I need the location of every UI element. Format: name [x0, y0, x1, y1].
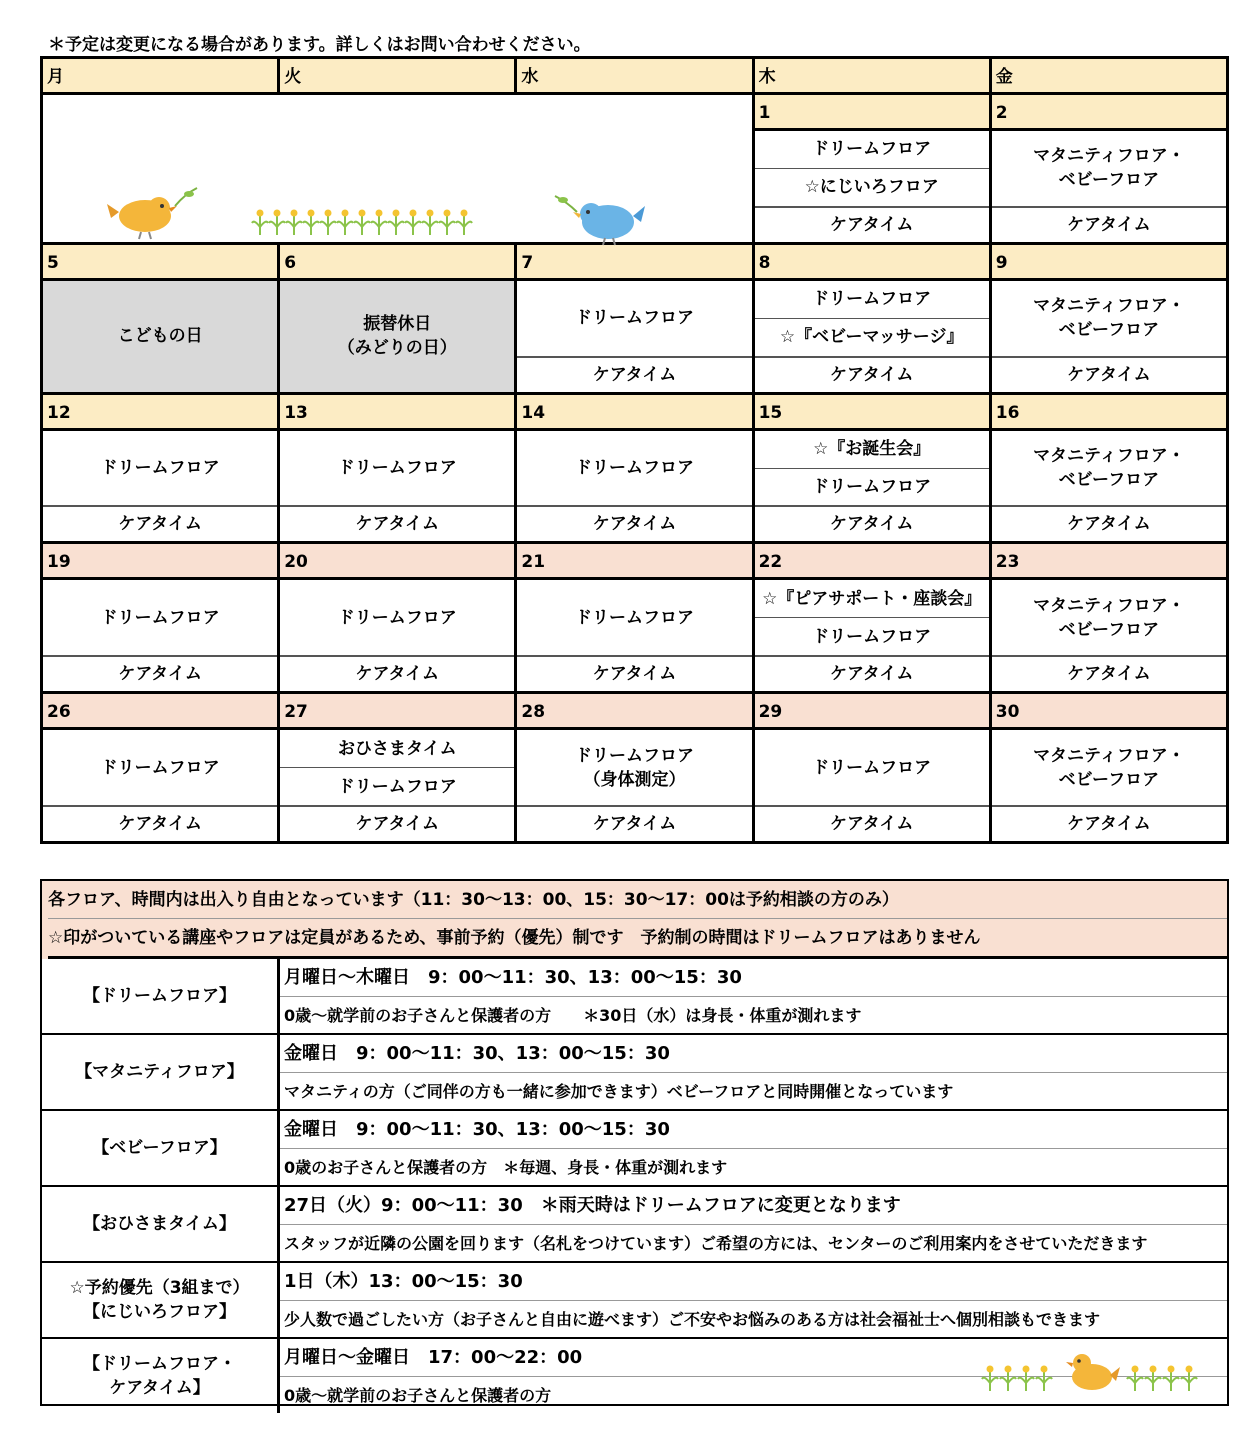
- info-row: [42, 1187, 1227, 1263]
- day-number: 1: [755, 95, 989, 131]
- info-row-schedule: 1日（木）13：00～15：30: [280, 1263, 1227, 1301]
- day-number: 29: [755, 694, 989, 730]
- day-number: 19: [43, 544, 277, 580]
- info-row-detail: 0歳～就学前のお子さんと保護者の方 ＊30日（水）は身長・体重が測れます: [284, 1006, 862, 1025]
- activity-label: マタニティフロア・ ベビーフロア: [992, 580, 1226, 656]
- day-cell: [280, 395, 514, 542]
- care-time-label: ケアタイム: [755, 806, 989, 841]
- day-body: [517, 431, 751, 542]
- care-time-label: ケアタイム: [755, 506, 989, 541]
- info-row-label: 【ドリームフロア・ ケアタイム】: [42, 1339, 280, 1413]
- info-row-detail: 0歳のお子さんと保護者の方 ＊毎週、身長・体重が測れます: [284, 1158, 728, 1177]
- day-number: 28: [517, 694, 751, 730]
- schedule-change-note: ＊予定は変更になる場合があります。詳しくはお問い合わせください。: [48, 35, 591, 55]
- day-cell: [755, 544, 989, 691]
- weekday-header: 水: [517, 59, 751, 92]
- care-time-label: ケアタイム: [517, 656, 751, 691]
- info-row-label: 【おひさまタイム】: [42, 1187, 280, 1261]
- day-cell: [992, 245, 1226, 392]
- day-cell: [517, 544, 751, 691]
- info-row-description: [280, 1187, 1227, 1261]
- activity-label: ドリームフロア: [517, 431, 751, 507]
- day-body: [517, 580, 751, 691]
- day-number: 2: [992, 95, 1226, 131]
- activity-label: ドリームフロア: [755, 281, 989, 319]
- day-body: [755, 431, 989, 542]
- activity-label: ☆『ピアサポート・座談会』: [755, 580, 989, 618]
- day-body: [992, 431, 1226, 542]
- activity-label: ☆にじいろフロア: [755, 169, 989, 207]
- care-time-label: ケアタイム: [517, 806, 751, 841]
- day-cell: [755, 395, 989, 542]
- care-time-label: ケアタイム: [992, 806, 1226, 841]
- info-table: [40, 879, 1229, 1406]
- info-row-label: 【ベビーフロア】: [42, 1111, 280, 1185]
- activity-label: ☆『お誕生会』: [755, 431, 989, 469]
- day-number: 15: [755, 395, 989, 431]
- day-number: 7: [517, 245, 751, 281]
- info-row-schedule: 月曜日～木曜日 9：00～11：30、13：00～15：30: [280, 959, 1227, 997]
- care-time-label: ケアタイム: [992, 506, 1226, 541]
- day-number: 6: [280, 245, 514, 281]
- day-body: [992, 730, 1226, 841]
- weekday-header: 火: [280, 59, 514, 92]
- day-number: 14: [517, 395, 751, 431]
- day-cell: [517, 694, 751, 841]
- day-body: [992, 281, 1226, 392]
- care-time-label: ケアタイム: [992, 656, 1226, 691]
- activity-label: ドリームフロア: [280, 768, 514, 806]
- day-cell: [280, 544, 514, 691]
- activity-label: ☆『ベビーマッサージ』: [755, 319, 989, 357]
- day-body: [755, 730, 989, 841]
- day-cell: [992, 544, 1226, 691]
- day-cell: [755, 245, 989, 392]
- info-row-label: ☆予約優先（3組まで） 【にじいろフロア】: [42, 1263, 280, 1337]
- info-header-line-2: ☆印がついている講座やフロアは定員があるため、事前予約（優先）制です 予約制の時間はドリームフロアはありません: [48, 919, 1227, 959]
- day-cell: [43, 694, 277, 841]
- care-time-label: ケアタイム: [43, 806, 277, 841]
- info-row-description: [280, 1111, 1227, 1185]
- day-number: 12: [43, 395, 277, 431]
- flower-row-icon: [250, 205, 480, 241]
- day-cell: [43, 544, 277, 691]
- care-time-label: ケアタイム: [280, 506, 514, 541]
- day-cell: [992, 95, 1226, 242]
- day-cell: [517, 245, 751, 392]
- activity-label: ドリームフロア: [517, 580, 751, 656]
- activity-label: ドリームフロア: [755, 730, 989, 806]
- day-body: [280, 281, 514, 392]
- day-cell: [43, 245, 277, 392]
- day-number: 13: [280, 395, 514, 431]
- day-cell: [280, 694, 514, 841]
- day-body: [280, 730, 514, 841]
- activity-label: マタニティフロア・ ベビーフロア: [992, 281, 1226, 357]
- care-time-label: ケアタイム: [280, 806, 514, 841]
- info-header: [42, 881, 1227, 959]
- day-cell: [992, 694, 1226, 841]
- info-row: [42, 1111, 1227, 1187]
- activity-label: ドリームフロア: [755, 469, 989, 507]
- care-time-label: ケアタイム: [43, 506, 277, 541]
- day-body: [517, 281, 751, 392]
- day-number: 21: [517, 544, 751, 580]
- day-body: [755, 580, 989, 691]
- care-time-label: ケアタイム: [280, 656, 514, 691]
- day-body: [517, 730, 751, 841]
- weekday-header: 金: [992, 59, 1226, 92]
- day-cell: [992, 395, 1226, 542]
- info-row-description: [280, 1263, 1227, 1337]
- day-number: 26: [43, 694, 277, 730]
- day-number: 22: [755, 544, 989, 580]
- day-cell: [755, 694, 989, 841]
- weekday-header: 月: [43, 59, 277, 92]
- care-time-label: ケアタイム: [517, 506, 751, 541]
- day-body: [43, 730, 277, 841]
- day-body: [280, 431, 514, 542]
- activity-label: ドリームフロア: [43, 431, 277, 507]
- day-cell: [517, 395, 751, 542]
- day-body: [43, 431, 277, 542]
- info-row-schedule: 27日（火）9：00～11：30 ＊雨天時はドリームフロアに変更となります: [280, 1187, 1227, 1225]
- info-row-description: [280, 959, 1227, 1033]
- info-row-detail: スタッフが近隣の公園を回ります（名札をつけています）ご希望の方には、センターのご利用案内をさせていただきます: [284, 1234, 1148, 1253]
- info-row: [42, 1035, 1227, 1111]
- blue-bird-icon: [553, 192, 648, 247]
- day-body: [992, 580, 1226, 691]
- care-time-label: ケアタイム: [43, 656, 277, 691]
- day-cell: [280, 245, 514, 392]
- info-row-schedule: 金曜日 9：00～11：30、13：00～15：30: [280, 1035, 1227, 1073]
- care-time-label: ケアタイム: [755, 207, 989, 242]
- care-time-label: ケアタイム: [992, 207, 1226, 242]
- activity-label: ドリームフロア: [517, 281, 751, 357]
- info-row: [42, 1263, 1227, 1339]
- day-number: 27: [280, 694, 514, 730]
- info-header-line-1: 各フロア、時間内は出入り自由となっています（11：30～13：00、15：30～17：00は予約相談の方のみ）: [48, 881, 1227, 919]
- day-number: 30: [992, 694, 1226, 730]
- day-body: [43, 580, 277, 691]
- day-body: [992, 131, 1226, 242]
- day-number: 23: [992, 544, 1226, 580]
- care-time-label: ケアタイム: [755, 357, 989, 392]
- activity-label: ドリームフロア: [43, 730, 277, 806]
- activity-label: マタニティフロア・ ベビーフロア: [992, 730, 1226, 806]
- activity-label: おひさまタイム: [280, 730, 514, 768]
- info-row-label: 【マタニティフロア】: [42, 1035, 280, 1109]
- bird-and-flowers-icon: [980, 1345, 1205, 1397]
- activity-label: ドリームフロア: [755, 618, 989, 656]
- yellow-bird-icon: [105, 186, 200, 241]
- info-row-label: 【ドリームフロア】: [42, 959, 280, 1033]
- activity-label: ドリームフロア: [43, 580, 277, 656]
- day-number: 8: [755, 245, 989, 281]
- care-time-label: ケアタイム: [517, 357, 751, 392]
- day-number: 16: [992, 395, 1226, 431]
- activity-label: ドリームフロア （身体測定）: [517, 730, 751, 806]
- activity-label: マタニティフロア・ ベビーフロア: [992, 131, 1226, 207]
- info-row-schedule: 月曜日～金曜日 17：00～22：00: [280, 1339, 1227, 1377]
- activity-label: マタニティフロア・ ベビーフロア: [992, 431, 1226, 507]
- info-row-description: [280, 1035, 1227, 1109]
- day-body: [280, 580, 514, 691]
- weekday-header: 木: [755, 59, 989, 92]
- care-time-label: ケアタイム: [992, 357, 1226, 392]
- day-number: 20: [280, 544, 514, 580]
- day-body: [755, 281, 989, 392]
- care-time-label: ケアタイム: [755, 656, 989, 691]
- info-row-detail: 0歳～就学前のお子さんと保護者の方: [284, 1386, 552, 1405]
- day-number: 9: [992, 245, 1226, 281]
- day-body: [755, 131, 989, 242]
- info-row: [42, 959, 1227, 1035]
- activity-label: ドリームフロア: [280, 431, 514, 507]
- day-body: [43, 281, 277, 392]
- info-row-detail: 少人数で過ごしたい方（お子さんと自由に遊べます）ご不安やお悩みのある方は社会福祉士へ個別相談もできます: [284, 1310, 1101, 1329]
- holiday-label: こどもの日: [43, 281, 277, 392]
- day-cell: [755, 95, 989, 242]
- calendar-grid: [40, 56, 1229, 844]
- day-number: 5: [43, 245, 277, 281]
- activity-label: ドリームフロア: [755, 131, 989, 169]
- info-row-detail: マタニティの方（ご同伴の方も一緒に参加できます）ベビーフロアと同時開催となっています: [284, 1082, 954, 1101]
- activity-label: ドリームフロア: [280, 580, 514, 656]
- holiday-label: 振替休日 （みどりの日）: [280, 281, 514, 392]
- day-cell: [43, 395, 277, 542]
- info-row-schedule: 金曜日 9：00～11：30、13：00～15：30: [280, 1111, 1227, 1149]
